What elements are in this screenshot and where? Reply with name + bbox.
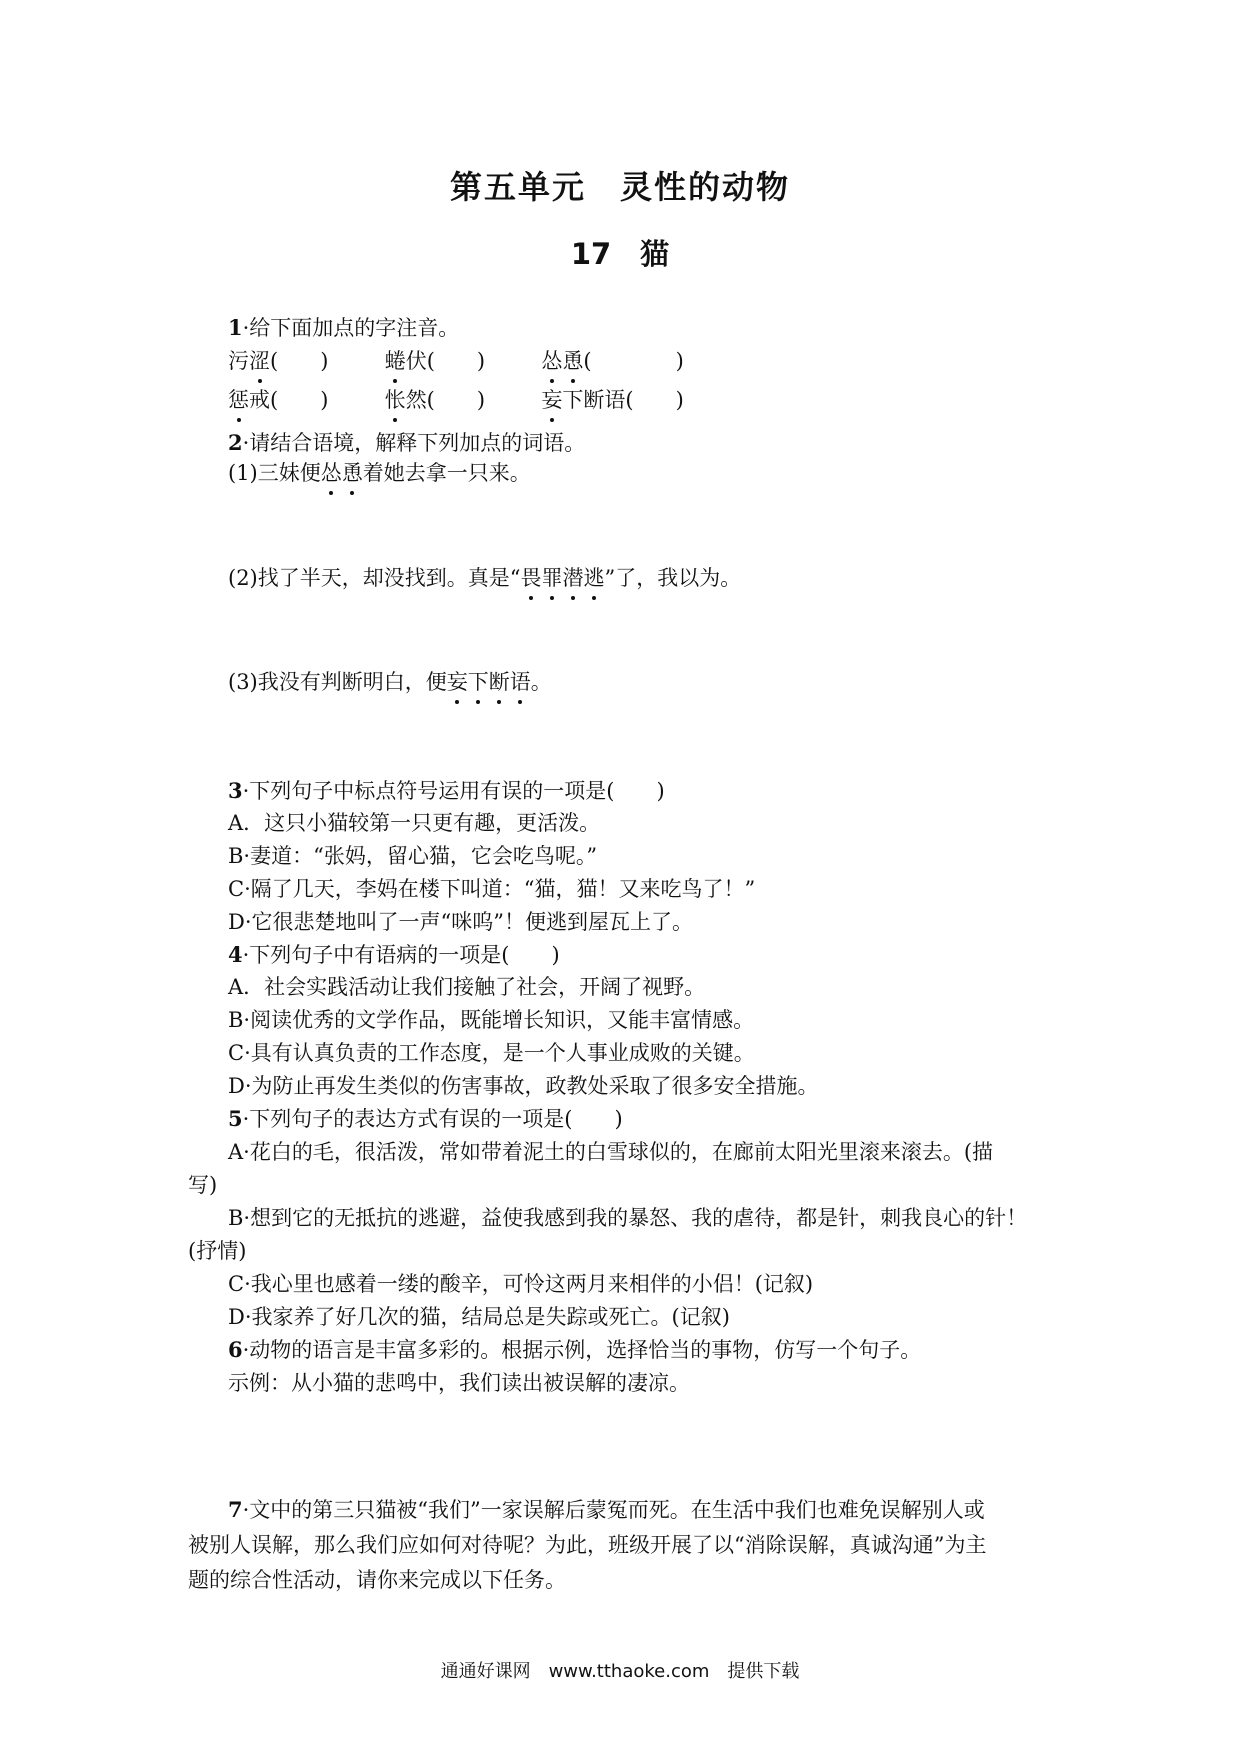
question-number: 7 [228,1497,243,1522]
dotted-char: 涩 [249,346,270,376]
dotted-char: 恿 [562,346,583,376]
question-number: 3 [228,778,243,803]
question-text: ·请结合语境，解释下列加点的词语。 [242,431,586,455]
pinyin-item: 怂恿( ) [541,346,683,376]
question-7 [228,1495,985,1525]
option-a: A．社会实践活动让我们接触了社会，开阔了视野。 [228,975,706,999]
dotted-char: 蜷 [385,346,406,376]
option-c: C·具有认真负责的工作态度，是一个人事业成败的关键。 [228,1041,755,1065]
question-1 [228,313,459,343]
question-text: ·下列句子中标点符号运用有误的一项是( ) [242,779,665,803]
option-d: D·为防止再发生类似的伤害事故，政教处采取了很多安全措施。 [228,1074,819,1098]
dotted-char: 妄 [447,667,468,697]
option-a: A．这只小猫较第一只更有趣，更活泼。 [228,811,601,835]
question-4 [228,940,560,970]
question-text: ·下列句子中有语病的一项是( ) [242,943,560,967]
question-2 [228,428,585,458]
dotted-char: 语 [510,667,531,697]
question-number: 6 [228,1337,243,1362]
pinyin-item: 惩戒( ) [228,385,378,415]
option-d: D·我家养了好几次的猫，结局总是失踪或死亡。(记叙) [228,1305,730,1329]
lesson-title: 17 猫 [570,237,670,271]
dotted-char: 罪 [541,563,562,593]
pinyin-row-1 [228,346,684,376]
dotted-char: 怅 [385,385,406,415]
dotted-char: 潜 [562,563,583,593]
option-b: B·阅读优秀的文学作品，既能增长知识，又能丰富情感。 [228,1008,755,1032]
pinyin-item: 污涩( ) [228,346,378,376]
option-b-continued: (抒情) [188,1239,247,1263]
option-d: D·它很悲楚地叫了一声“咪呜”！便逃到屋瓦上了。 [228,910,693,934]
question-5 [228,1104,623,1134]
dotted-char: 惩 [228,385,249,415]
q2-sentence-1: (1)三妹便怂恿着她去拿一只来。 [228,458,531,488]
unit-title: 第五单元 灵性的动物 [449,168,790,206]
question-number: 5 [228,1106,243,1131]
dotted-char: 畏 [520,563,541,593]
option-c: C·我心里也感着一缕的酸辛，可怜这两月来相伴的小侣！(记叙) [228,1272,814,1296]
question-text: ·给下面加点的字注音。 [242,316,460,340]
question-number: 1 [228,315,243,340]
question-7-line-2: 被别人误解，那么我们应如何对待呢？为此，班级开展了以“消除误解，真诚沟通”为主 [188,1533,987,1557]
question-number: 2 [228,430,243,455]
dotted-char: 恿 [342,458,363,488]
dotted-char: 下 [468,667,489,697]
dotted-char: 怂 [541,346,562,376]
pinyin-item: 蜷伏( ) [385,346,535,376]
pinyin-item: 怅然( ) [385,385,535,415]
q2-sentence-3: (3)我没有判断明白，便妄下断语。 [228,667,552,697]
question-text: ·下列句子的表达方式有误的一项是( ) [242,1107,623,1131]
option-b: B·妻道：“张妈，留心猫，它会吃鸟呢。” [228,844,598,868]
dotted-char: 断 [489,667,510,697]
pinyin-item: 妄下断语( ) [541,385,683,415]
footer-watermark: 通通好课网 www.tthaoke.com 提供下载 [440,1661,800,1682]
dotted-char: 逃 [583,563,604,593]
option-a: A·花白的毛，很活泼，常如带着泥土的白雪球似的，在廊前太阳光里滚来滚去。(描 [228,1140,994,1164]
q2-sentence-2: (2)找了半天，却没找到。真是“畏罪潜逃”了，我以为。 [228,563,741,593]
option-a-continued: 写) [188,1173,218,1197]
example-sentence: 示例：从小猫的悲鸣中，我们读出被误解的凄凉。 [228,1371,690,1395]
option-b: B·想到它的无抵抗的逃避，益使我感到我的暴怒、我的虐待，都是针，刺我良心的针！ [228,1206,1028,1230]
question-text: ·动物的语言是丰富多彩的。根据示例，选择恰当的事物，仿写一个句子。 [242,1338,922,1362]
question-number: 4 [228,942,243,967]
pinyin-row-2 [228,385,684,415]
dotted-char: 怂 [321,458,342,488]
question-7-line-3: 题的综合性活动，请你来完成以下任务。 [188,1568,566,1592]
question-text: ·文中的第三只猫被“我们”一家误解后蒙冤而死。在生活中我们也难免误解别人或 [242,1498,985,1522]
dotted-char: 妄 [541,385,562,415]
option-c: C·隔了几天，李妈在楼下叫道：“猫，猫！又来吃鸟了！” [228,877,756,901]
question-6 [228,1335,921,1365]
question-3 [228,776,665,806]
